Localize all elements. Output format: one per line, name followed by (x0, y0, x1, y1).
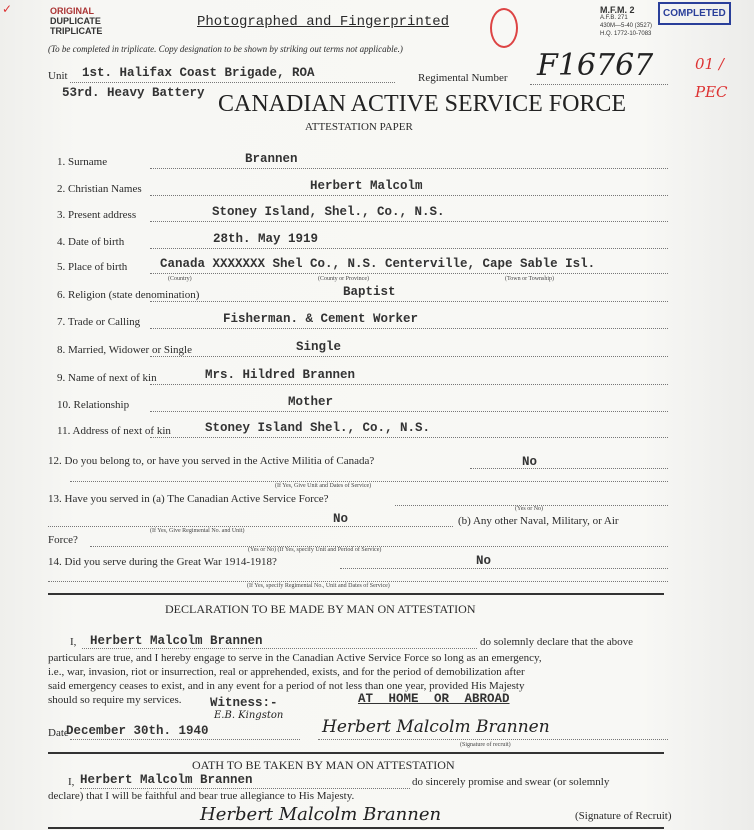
oath-i: I, (68, 776, 75, 788)
field-number: 8. (57, 344, 66, 356)
regimental-line (530, 84, 668, 85)
name-line (80, 788, 410, 789)
field-value: Fisherman. & Cement Worker (223, 312, 419, 326)
field-line (150, 221, 668, 222)
witness-label: Witness:- (210, 696, 278, 710)
answer-12: No (522, 455, 538, 469)
field-value: 28th. May 1919 (213, 232, 319, 246)
declaration-line: should so require my services. (48, 694, 182, 706)
declaration-line: said emergency ceases to exist, and in any event for a period of not less than one year, provided His Majesty (48, 680, 525, 692)
copy-duplicate: DUPLICATE (50, 16, 101, 26)
field-line (150, 356, 668, 357)
birthplace-sublabel: (Country) (168, 276, 192, 282)
instruction-text: (To be completed in triplicate. Copy designation to be shown by striking out terms not applicable.) (48, 44, 403, 54)
declaration-name: Herbert Malcolm Brannen (90, 634, 263, 648)
name-line (82, 648, 477, 649)
divider (48, 593, 664, 595)
question-12: 12. Do you belong to, or have you served in the Active Militia of Canada? (48, 455, 375, 467)
witness-signature: E.B. Kingston (214, 710, 284, 721)
field-label (57, 289, 199, 301)
recruit-signature: Herbert Malcolm Brannen (322, 717, 550, 737)
field-line (150, 437, 668, 438)
margin-mark: ✓ (2, 2, 13, 16)
question-13b: (b) Any other Naval, Military, or Air (458, 515, 619, 527)
field-label (57, 183, 142, 195)
form-title: CANADIAN ACTIVE SERVICE FORCE (218, 91, 627, 117)
field-label-text: Relationship (73, 399, 130, 411)
answer-14: No (476, 554, 492, 568)
field-label-text: Christian Names (68, 183, 142, 195)
regimental-number-label: Regimental Number (418, 72, 508, 84)
red-circle-mark (490, 8, 518, 48)
unit-line (70, 82, 395, 83)
field-label (57, 344, 192, 356)
field-value: Brannen (245, 152, 298, 166)
field-line (150, 195, 668, 196)
field-label-text: Address of next of kin (72, 425, 171, 437)
date-line (70, 739, 300, 740)
field-label-text: Date of birth (68, 236, 125, 248)
field-label-text: Trade or Calling (67, 316, 141, 328)
form-codes (600, 6, 652, 38)
birthplace-sublabel: (Town or Township) (505, 276, 555, 282)
at-home-or-abroad: AT HOME OR ABROAD (358, 692, 510, 706)
note-14: (If Yes, specify Regimental No., Unit and Dates of Service) (247, 583, 390, 589)
field-number: 6. (57, 289, 66, 301)
field-value: Baptist (343, 285, 396, 299)
form-code: H.Q. 1772-10-7083 (600, 31, 652, 37)
regimental-number-value: F16767 (537, 48, 654, 83)
date-label: Date (48, 727, 69, 739)
answer-line (70, 481, 668, 482)
form-code: 430M—5-40 (3527) (600, 23, 653, 29)
field-label-text: Present address (68, 209, 137, 221)
field-label (57, 399, 129, 411)
field-line (150, 411, 668, 412)
field-label-text: Place of birth (68, 261, 128, 273)
divider (48, 752, 664, 754)
declaration-text: do solemnly declare that the above (480, 636, 634, 648)
signature-line (318, 739, 668, 740)
note-13c: (Yes or No) (If Yes, specify Unit and Period of Service) (248, 547, 382, 553)
copy-designation (50, 6, 102, 36)
question-13c: Force? (48, 534, 78, 546)
field-label (57, 209, 136, 221)
field-label-text: Married, Widower or Single (68, 344, 192, 356)
oath-text: do sincerely promise and swear (or solemnly (412, 776, 610, 788)
unit-value: 1st. Halifax Coast Brigade, ROA (82, 66, 315, 80)
declaration-line: i.e., war, invasion, riot or insurrection, real or apprehended, exists, and for the period of demobilization after (48, 666, 525, 678)
field-line (150, 384, 668, 385)
question-14: 14. Did you serve during the Great War 1914-1918? (48, 556, 277, 568)
field-number: 1. (57, 156, 66, 168)
oath-signature: Herbert Malcolm Brannen (200, 804, 442, 825)
photographed-stamp: Photographed and Fingerprinted (197, 14, 450, 30)
answer-line (340, 568, 668, 569)
unit-label: Unit (48, 70, 68, 82)
field-label (57, 425, 171, 437)
oath-title: OATH TO BE TAKEN BY MAN ON ATTESTATION (192, 758, 455, 772)
field-label (57, 156, 107, 168)
field-label-text: Name of next of kin (68, 372, 157, 384)
field-number: 9. (57, 372, 66, 384)
oath-name: Herbert Malcolm Brannen (80, 773, 253, 787)
field-label-text: Surname (68, 156, 108, 168)
field-number: 2. (57, 183, 66, 195)
field-value: Canada XXXXXXX Shel Co., N.S. Centerville, Cape Sable Isl. (160, 257, 596, 271)
copy-original: ORIGINAL (50, 6, 94, 16)
field-value: Stoney Island, Shel., Co., N.S. (212, 205, 445, 219)
form-code: A.F.B. 271 (600, 15, 628, 21)
note-13a: (Yes or No) (515, 506, 544, 512)
answer-line (48, 526, 453, 527)
question-13: 13. Have you served in (a) The Canadian Active Service Force? (48, 493, 329, 505)
completed-stamp: COMPLETED (658, 2, 731, 25)
field-line (150, 273, 668, 274)
field-number: 4. (57, 236, 66, 248)
field-number: 5. (57, 261, 66, 273)
field-value: Stoney Island Shel., Co., N.S. (205, 421, 431, 435)
field-number: 10. (57, 399, 71, 411)
answer-line (470, 468, 668, 469)
answer-line (48, 581, 668, 582)
field-label (57, 372, 157, 384)
copy-triplicate: TRIPLICATE (50, 26, 103, 36)
note-13b: (If Yes, Give Regimental No. and Unit) (150, 528, 245, 534)
field-value: Herbert Malcolm (310, 179, 423, 193)
field-number: 11. (57, 425, 71, 437)
unit-value-2: 53rd. Heavy Battery (62, 86, 205, 100)
oath-text: declare) that I will be faithful and bear true allegiance to His Majesty. (48, 790, 355, 802)
field-label (57, 316, 140, 328)
field-label (57, 261, 127, 273)
field-number: 3. (57, 209, 66, 221)
declaration-date: December 30th. 1940 (66, 724, 209, 738)
signature-note: (Signature of recruit) (460, 742, 511, 748)
field-value: Single (296, 340, 342, 354)
declaration-i: I, (70, 636, 77, 648)
field-line (150, 168, 668, 169)
form-code: M.F.M. 2 (600, 5, 635, 15)
birthplace-sublabel: (County or Province) (318, 276, 369, 282)
field-value: Mother (288, 395, 334, 409)
divider (48, 827, 664, 829)
field-line (150, 328, 668, 329)
field-label-text: Religion (state denomination) (68, 289, 200, 301)
field-number: 7. (57, 316, 66, 328)
field-line (150, 301, 668, 302)
form-subtitle: ATTESTATION PAPER (305, 121, 413, 133)
declaration-line: particulars are true, and I hereby engage to serve in the Canadian Active Service Force so long as an emergency, (48, 652, 542, 664)
oath-signature-note: (Signature of Recruit) (575, 810, 672, 822)
declaration-title: DECLARATION TO BE MADE BY MAN ON ATTESTATION (165, 602, 476, 616)
margin-note: 01 / PEC (695, 55, 728, 101)
field-label (57, 236, 124, 248)
answer-13a: No (333, 512, 349, 526)
field-line (150, 248, 668, 249)
note-12: (If Yes, Give Unit and Dates of Service) (275, 483, 372, 489)
field-value: Mrs. Hildred Brannen (205, 368, 356, 382)
